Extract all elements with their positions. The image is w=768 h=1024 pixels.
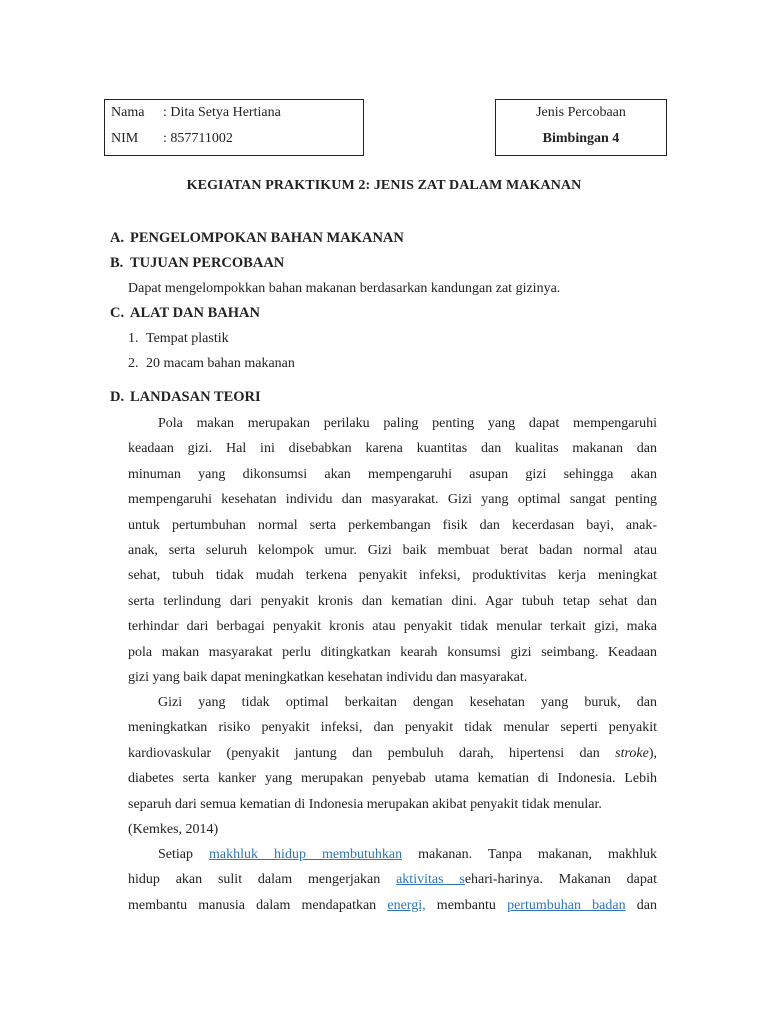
paragraph-line [128,893,657,918]
page-title: KEGIATAN PRAKTIKUM 2: JENIS ZAT DALAM MAKANAN [186,178,582,193]
section-b-heading [110,255,284,272]
experiment-label: Jenis Percobaan [536,105,626,120]
paragraph-1 [128,411,657,690]
list-item-text: 20 macam bahan makanan [146,356,295,371]
nim-label: NIM [111,131,139,146]
section-c-title: ALAT DAN BAHAN [130,305,260,321]
paragraph-2 [128,690,657,842]
experiment-value: Bimbingan 4 [542,131,620,146]
section-d-letter: D. [110,389,125,405]
paragraph-text: dan [625,897,658,913]
paragraph-line: pola makan masyarakat perlu ditingkatkan kearah konsumsi gizi seimbang. Keadaan [128,644,657,660]
paragraph-line: separuh dari semua kematian di Indonesia merupakan akibat penyakit tidak menular. [128,796,602,812]
paragraph-text: hidup akan sulit dalam mengerjakan [128,872,397,888]
paragraph-line: (Kemkes, 2014) [128,821,219,837]
paragraph-line: sehat, tubuh tidak mudah terkena penyakit infeksi, produktivitas kerja meningkat [128,568,657,584]
link-aktivitas[interactable]: aktivitas s [396,872,465,888]
section-c-heading [110,305,260,322]
list-item [128,331,229,347]
paragraph-text: ), [648,745,657,761]
link-makhluk-hidup[interactable]: makhluk hidup membutuhkan [209,847,403,862]
section-d-title: LANDASAN TEORI [130,389,261,405]
list-item [128,356,295,372]
section-b-text: Dapat mengelompokkan bahan makanan berdasarkan kandungan zat gizinya. [128,281,561,296]
name-label: Nama [111,105,145,120]
list-item-number: 2. [128,356,139,371]
link-energi[interactable]: energi, [387,897,426,913]
paragraph-line: minuman yang dikonsumsi akan mempengaruhi asupan gizi sehingga akan [128,466,657,482]
nim-value: : 857711002 [163,131,233,146]
section-a-title: PENGELOMPOKAN BAHAN MAKANAN [130,230,404,246]
paragraph-line: mempengaruhi kesehatan individu dan masyarakat. Gizi yang optimal sangat penting [128,492,657,508]
experiment-info-box [495,99,667,156]
paragraph-line [128,842,657,867]
section-b-letter: B. [110,255,124,271]
section-d-heading [110,389,261,406]
list-item-text: Tempat plastik [146,331,229,346]
paragraph-line: serta terlindung dari penyakit kronis dan kematian dini. Agar tubuh tetap sehat dan [128,593,657,609]
paragraph-line: gizi yang baik dapat meningkatkan kesehatan individu dan masyarakat. [128,669,528,685]
paragraph-text: ehari-harinya. Makanan dapat [464,872,657,888]
paragraph-line: diabetes serta kanker yang merupakan penyebab utama kematian di Indonesia. Lebih [128,771,657,787]
paragraph-3 [128,842,657,918]
paragraph-line [128,867,657,892]
section-a-letter: A. [110,230,125,246]
paragraph-line: anak, serta seluruh kelompok umur. Gizi baik membuat berat badan normal atau [128,542,657,558]
paragraph-text: makanan. Tanpa makanan, makhluk [402,847,657,862]
paragraph-text: membantu [425,897,508,913]
paragraph-line: Gizi yang tidak optimal berkaitan dengan kesehatan yang buruk, dan [158,695,657,710]
paragraph-line [128,741,657,766]
paragraph-text: membantu manusia dalam mendapatkan [128,897,388,913]
section-a-heading [110,230,404,247]
list-item-number: 1. [128,331,139,346]
paragraph-line: Pola makan merupakan perilaku paling penting yang dapat mempengaruhi [158,416,657,431]
paragraph-line: meningkatkan risiko penyakit infeksi, dan penyakit tidak menular seperti penyakit [128,720,657,736]
paragraph-line: keadaan gizi. Hal ini disebabkan karena kuantitas dan kualitas makanan dan [128,441,657,457]
section-b-title: TUJUAN PERCOBAAN [130,255,285,271]
link-pertumbuhan-badan[interactable]: pertumbuhan badan [507,897,626,913]
name-value: : Dita Setya Hertiana [163,105,281,120]
paragraph-text: Setiap [158,847,210,862]
paragraph-line: terhindar dari berbagai penyakit kronis atau penyakit tidak menular terkait gizi, maka [128,619,657,635]
section-c-letter: C. [110,305,125,321]
paragraph-emphasis: stroke [615,745,649,761]
paragraph-text: kardiovaskular (penyakit jantung dan pembuluh darah, hipertensi dan [128,745,616,761]
paragraph-line: untuk pertumbuhan normal serta perkembangan fisik dan kecerdasan bayi, anak- [128,517,657,533]
student-info-box [104,99,364,156]
